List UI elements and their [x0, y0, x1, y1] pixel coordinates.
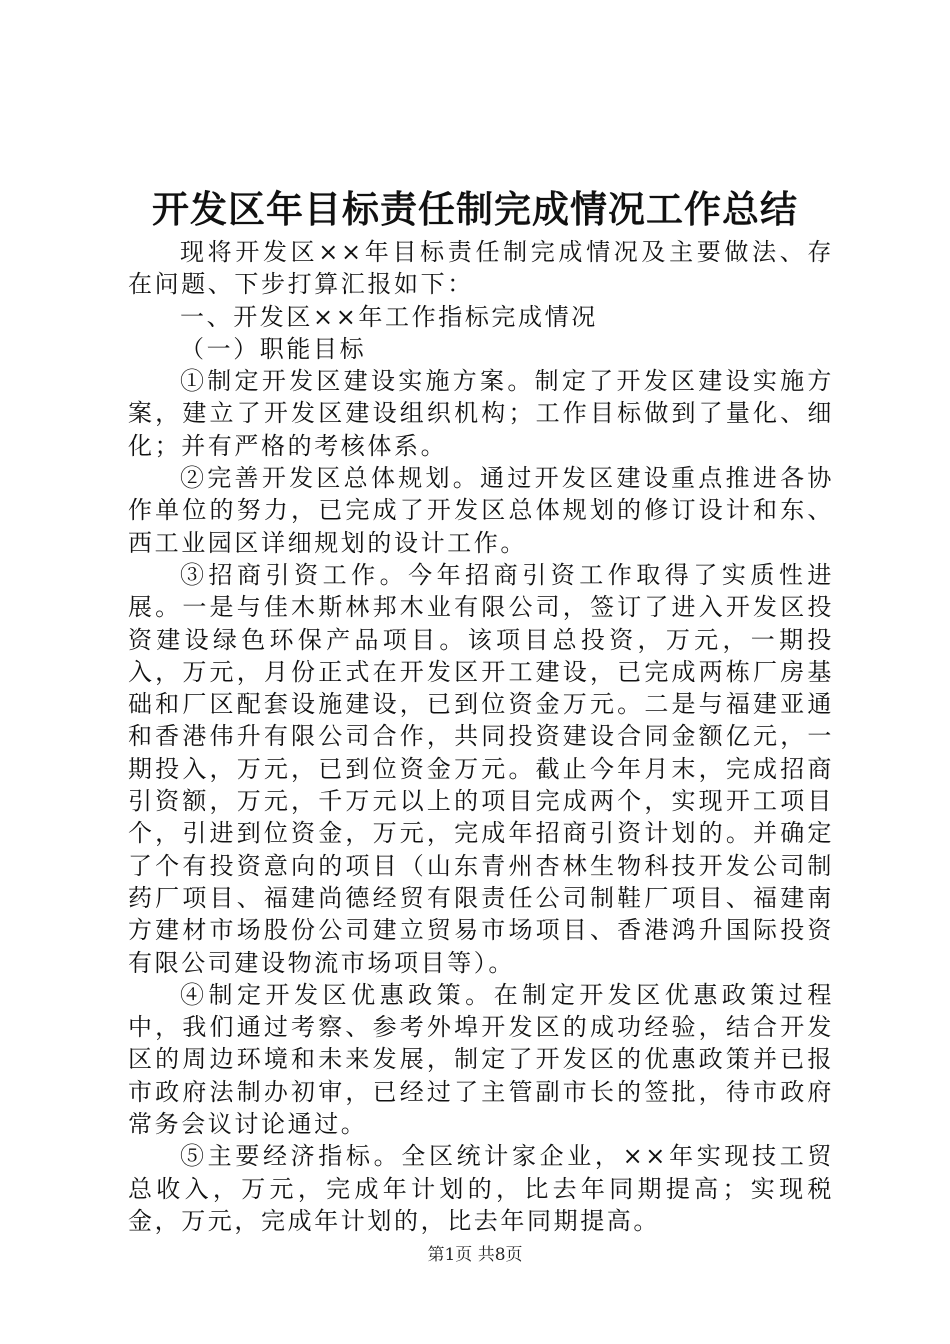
- section-heading: 一、开发区××年工作指标完成情况: [180, 302, 598, 331]
- page-number-footer: 第1页 共8页: [427, 1245, 523, 1265]
- item-paragraph-5: ⑤主要经济指标。全区统计家企业，××年实现技工贸总收入，万元，完成年计划的，比去年同期提高；实现税金，万元，完成年计划的，比去年同期提高。: [128, 1142, 834, 1235]
- item-paragraph-4: ④制定开发区优惠政策。在制定开发区优惠政策过程中，我们通过考察、参考外埠开发区的成功经验，结合开发区的周边环境和未来发展，制定了开发区的优惠政策并已报市政府法制办初审，已经过了主管副市长的签批，待市政府常务会议讨论通过。: [128, 980, 834, 1139]
- item-paragraph-3: ③招商引资工作。今年招商引资工作取得了实质性进展。一是与佳木斯林邦木业有限公司，签订了进入开发区投资建设绿色环保产品项目。该项目总投资，万元，一期投入，万元，月份正式在开发区开工建设，已完成两栋厂房基础和厂区配套设施建设，已到位资金万元。二是与福建亚通和香港伟升有限公司合作，共同投资建设合同金额亿元，一期投入，万元，已到位资金万元。截止今年月末，完成招商引资额，万元，千万元以上的项目完成两个，实现开工项目个，引进到位资金，万元，完成年招商引资计划的。并确定了个有投资意向的项目（山东青州杏林生物科技开发公司制药厂项目、福建尚德经贸有限责任公司制鞋厂项目、福建南方建材市场股份公司建立贸易市场项目、香港鸿升国际投资有限公司建设物流市场项目等）。: [128, 560, 834, 977]
- item-paragraph-1: ①制定开发区建设实施方案。制定了开发区建设实施方案，建立了开发区建设组织机构；工作目标做到了量化、细化；并有严格的考核体系。: [128, 367, 834, 460]
- intro-paragraph: 现将开发区××年目标责任制完成情况及主要做法、存在问题、下步打算汇报如下：: [128, 238, 834, 299]
- item-paragraph-2: ②完善开发区总体规划。通过开发区建设重点推进各协作单位的努力，已完成了开发区总体规划的修订设计和东、西工业园区详细规划的设计工作。: [128, 464, 834, 557]
- document-body: [128, 236, 834, 1237]
- subsection-heading: （一）职能目标: [180, 334, 367, 363]
- document-title: 开发区年目标责任制完成情况工作总结: [152, 188, 798, 231]
